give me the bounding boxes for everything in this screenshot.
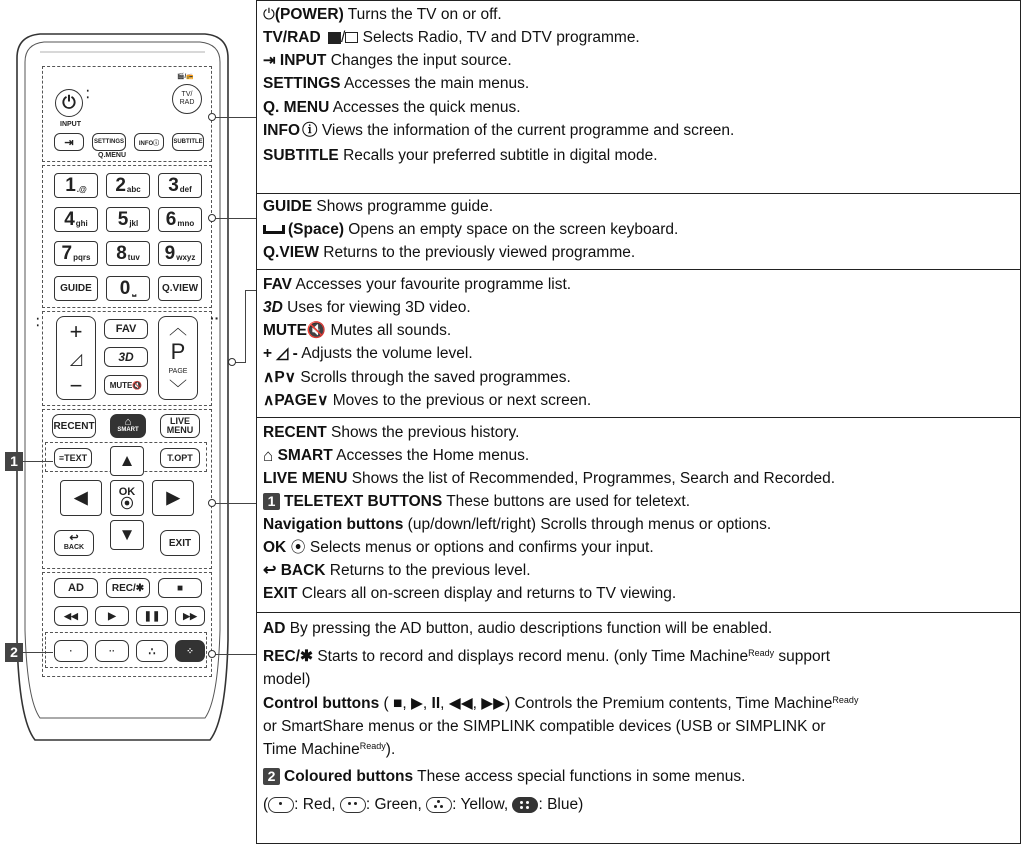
- rec-key: REC/✱: [263, 648, 314, 665]
- key-7[interactable]: [54, 241, 98, 266]
- leader-row2-dot: [208, 214, 216, 222]
- left-arrow-button[interactable]: ◀: [60, 480, 102, 516]
- dots-left: ⁚: [36, 317, 40, 329]
- key-2-digit: 2: [115, 174, 126, 196]
- key-8-digit: 8: [116, 242, 127, 264]
- guide-button[interactable]: GUIDE: [54, 276, 98, 301]
- desc-smart: [263, 447, 1016, 465]
- row-number-buttons: [257, 194, 1020, 270]
- info-button[interactable]: INFOⓘ: [134, 133, 164, 151]
- leader-row4: [212, 503, 256, 504]
- desc-teletext: [263, 493, 1016, 511]
- rewind-button[interactable]: ◀◀: [54, 606, 88, 626]
- livemenu-desc: Shows the list of Recommended, Programmes, Search and Recorded.: [347, 470, 836, 487]
- tv-icon: [328, 32, 341, 44]
- ad-key: AD: [263, 620, 286, 637]
- ok-button-label: OK: [118, 486, 136, 498]
- desc-subtitle: [263, 147, 1016, 165]
- key-8-letters: tuv: [127, 252, 140, 262]
- input-icon: ⇥: [263, 52, 276, 69]
- program-key: ∧P∨: [263, 369, 297, 386]
- yellow-button[interactable]: ∴: [136, 640, 168, 662]
- button-description-table: [256, 0, 1021, 844]
- yellow-button-icon: [426, 797, 452, 813]
- slash-glyph: /: [341, 29, 346, 46]
- leader-row1: [212, 117, 256, 118]
- control-sup2: Ready: [359, 741, 386, 751]
- blue-button-icon: [512, 797, 538, 813]
- volume-key: + ◿ -: [263, 345, 298, 362]
- control-line3a: Time Machine: [263, 741, 360, 758]
- key-1-letters: .@: [76, 184, 87, 194]
- power-icon: ⏻: [263, 6, 275, 23]
- desc-fav: [263, 276, 1016, 294]
- desc-back: [263, 562, 1016, 580]
- desc-tvrad: [263, 29, 1016, 47]
- green-button-icon: [340, 797, 366, 813]
- red-button[interactable]: ·: [54, 640, 88, 662]
- volume-up-icon: +: [69, 319, 83, 344]
- pause-button[interactable]: ❚❚: [136, 606, 168, 626]
- livemenu-key: LIVE MENU: [263, 470, 348, 487]
- back-key: BACK: [280, 562, 326, 580]
- key-7-digit: 7: [61, 242, 73, 264]
- desc-ok: [263, 539, 1016, 557]
- key-2[interactable]: [106, 173, 150, 198]
- dots-small: ⁚: [86, 89, 90, 101]
- control-line3b: ).: [385, 741, 396, 758]
- key-6[interactable]: [158, 207, 202, 232]
- qmenu-key: Q. MENU: [263, 99, 330, 116]
- marker-2-leader: [23, 652, 53, 653]
- back-arrow-icon: ↩: [263, 562, 277, 579]
- recent-desc: Shows the previous history.: [326, 424, 520, 441]
- page-key: ∧PAGE∨: [263, 392, 329, 409]
- key-0[interactable]: [106, 276, 150, 301]
- home-icon: ⌂: [263, 446, 274, 465]
- power-desc: Turns the TV on or off.: [343, 6, 502, 24]
- key-7-letters: pqrs: [73, 252, 91, 262]
- desc-control-line2: [263, 718, 1016, 736]
- row-playback-buttons: [257, 613, 1020, 845]
- desc-navigation: [263, 516, 1016, 534]
- key-1-digit: 1: [65, 174, 76, 196]
- guide-desc: Shows programme guide.: [312, 198, 494, 215]
- key-6-digit: 6: [165, 208, 177, 230]
- tvrad-small-label: 🎬/📻: [177, 74, 194, 80]
- live-menu-button[interactable]: LIVE MENU: [160, 414, 200, 438]
- 3d-button[interactable]: 3D: [104, 347, 148, 367]
- qview-button[interactable]: Q.VIEW: [158, 276, 202, 301]
- coloured-number-badge: 2: [263, 768, 280, 785]
- recent-key: RECENT: [263, 424, 327, 441]
- home-icon: ⌂: [124, 416, 132, 428]
- tvrad-desc: Selects Radio, TV and DTV programme.: [358, 29, 640, 46]
- key-5[interactable]: [106, 207, 150, 232]
- tvrad-key: TV/RAD: [263, 29, 321, 46]
- desc-3d: [263, 299, 1016, 317]
- rec-sup: Ready: [748, 648, 775, 658]
- desc-rec-line2: [263, 671, 1016, 689]
- colours-blue: : Blue): [538, 796, 584, 813]
- rec-desc-2: support: [774, 648, 831, 665]
- mute-button[interactable]: MUTE🔇: [104, 375, 148, 395]
- desc-livemenu: [263, 470, 1016, 488]
- coloured-desc: These access special functions in some menus.: [413, 768, 746, 785]
- ad-button[interactable]: AD: [54, 578, 98, 598]
- settings-key: SETTINGS: [263, 75, 341, 92]
- recent-button[interactable]: RECENT: [52, 414, 96, 438]
- program-rocker[interactable]: [158, 316, 198, 400]
- row-volume-buttons: [257, 270, 1020, 418]
- info-key: INFO: [263, 122, 301, 140]
- key-9-letters: wxyz: [176, 252, 196, 262]
- mute-desc: Mutes all sounds.: [326, 322, 452, 340]
- settings-desc: Accesses the main menus.: [340, 75, 530, 92]
- blue-button[interactable]: ⁘: [175, 640, 205, 662]
- control-sup1: Ready: [832, 695, 859, 705]
- desc-power: [263, 6, 1016, 24]
- radio-icon: [345, 32, 358, 43]
- leader-row4-dot: [208, 499, 216, 507]
- control-part1: ( ■, ▶,: [379, 695, 432, 712]
- space-bar-icon: [263, 225, 285, 234]
- desc-exit: [263, 585, 1016, 603]
- colours-open: (: [263, 796, 269, 813]
- leader-row5-dot: [208, 650, 216, 658]
- ad-desc: By pressing the AD button, audio descriptions function will be enabled.: [285, 620, 773, 637]
- up-arrow-button[interactable]: ▲: [110, 446, 144, 476]
- back-arrow-icon: ↩: [69, 532, 79, 544]
- ok-desc: Selects menus or options and confirms your input.: [305, 539, 654, 557]
- volume-down-icon: −: [69, 373, 83, 398]
- desc-qmenu: [263, 99, 1016, 117]
- qmenu-small-label: Q.MENU: [98, 152, 126, 159]
- fav-desc: Accesses your favourite programme list.: [292, 276, 572, 293]
- smart-desc: Accesses the Home menus.: [332, 447, 530, 465]
- stop-button[interactable]: ■: [158, 578, 202, 598]
- colours-yellow: : Yellow,: [452, 796, 513, 813]
- row-general-buttons: [257, 1, 1020, 194]
- key-3-digit: 3: [168, 174, 179, 196]
- desc-rec: [263, 648, 1016, 666]
- topt-button[interactable]: T.OPT: [160, 448, 200, 468]
- key-1[interactable]: [54, 173, 98, 198]
- desc-page: [263, 392, 1016, 410]
- chevron-up-icon: ︿: [169, 318, 187, 338]
- mute-key: MUTE: [263, 322, 307, 340]
- space-desc: Opens an empty space on the screen keyboard.: [344, 221, 679, 238]
- chevron-down-icon: ﹀: [169, 379, 187, 399]
- power-button[interactable]: ⏻: [55, 89, 83, 117]
- leader-row5: [212, 654, 256, 655]
- desc-coloured: [263, 768, 1016, 786]
- volume-rocker[interactable]: [56, 316, 96, 400]
- desc-ad: [263, 620, 1016, 638]
- ok-circle-icon: ⦿: [120, 496, 134, 511]
- play-button[interactable]: ▶: [95, 606, 129, 626]
- desc-control: [263, 695, 1016, 713]
- down-arrow-button[interactable]: ▼: [110, 520, 144, 550]
- key-4[interactable]: [54, 207, 98, 232]
- navigation-desc: (up/down/left/right) Scrolls through menus or options.: [403, 516, 772, 533]
- key-0-digit: 0: [119, 277, 131, 299]
- right-arrow-button[interactable]: ▶: [152, 480, 194, 516]
- leader-row3-c: [245, 290, 256, 291]
- remote-illustration: [0, 0, 256, 845]
- key-3[interactable]: [158, 173, 202, 198]
- info-desc: Views the information of the current programme and screen.: [317, 122, 735, 140]
- key-6-letters: mno: [177, 218, 195, 228]
- navigation-key: Navigation buttons: [263, 516, 404, 533]
- input-key: INPUT: [279, 52, 327, 70]
- rec-desc-3: model): [263, 671, 311, 688]
- marker-1: 1: [5, 452, 23, 471]
- subtitle-desc: Recalls your preferred subtitle in digital mode.: [338, 147, 658, 164]
- red-button-icon: [268, 797, 294, 813]
- control-line2: or SmartShare menus or the SIMPLINK compatible devices (USB or SIMPLINK or: [263, 718, 826, 735]
- qmenu-desc: Accesses the quick menus.: [329, 99, 521, 116]
- mute-icon: 🔇: [306, 322, 327, 339]
- page-desc: Moves to the previous or next screen.: [328, 392, 592, 409]
- input-button[interactable]: ⇥: [54, 133, 84, 151]
- key-5-letters: jkl: [129, 218, 139, 228]
- volume-icon: ◿: [69, 351, 83, 368]
- key-2-letters: abc: [126, 184, 141, 194]
- back-desc: Returns to the previous level.: [325, 562, 531, 580]
- teletext-number-badge: 1: [263, 493, 280, 510]
- smart-button[interactable]: [110, 414, 146, 438]
- teletext-desc: These buttons are used for teletext.: [442, 493, 691, 510]
- desc-colours: [263, 796, 1016, 814]
- input-desc: Changes the input source.: [326, 52, 512, 70]
- volume-desc: Adjusts the volume level.: [297, 345, 473, 362]
- desc-settings: [263, 75, 1016, 93]
- desc-volume: [263, 345, 1016, 363]
- ok-circle-icon: ⦿: [290, 539, 306, 556]
- row-navigation-buttons: [257, 418, 1020, 613]
- fastforward-button[interactable]: ▶▶: [175, 606, 205, 626]
- text-button[interactable]: ≡TEXT: [54, 448, 92, 468]
- desc-guide: [263, 198, 1016, 216]
- colours-green: : Green,: [365, 796, 427, 813]
- exit-desc: Clears all on-screen display and returns to TV viewing.: [297, 585, 677, 602]
- desc-input: [263, 52, 1016, 70]
- leader-row3-dot: [228, 358, 236, 366]
- tvrad-button[interactable]: TV/ RAD: [172, 84, 202, 114]
- key-4-digit: 4: [64, 208, 75, 230]
- subtitle-button[interactable]: SUBTITLE: [172, 133, 204, 151]
- key-3-letters: def: [179, 184, 192, 194]
- rec-desc-1: Starts to record and displays record menu. (only Time Machine: [313, 648, 749, 665]
- key-4-letters: ghi: [75, 218, 88, 228]
- control-key: Control buttons: [263, 695, 380, 712]
- info-icon: ⓘ: [302, 122, 318, 139]
- exit-button[interactable]: EXIT: [160, 530, 200, 556]
- desc-program: [263, 369, 1016, 387]
- back-button[interactable]: [54, 530, 94, 556]
- desc-recent: [263, 424, 1016, 442]
- key-9[interactable]: [158, 241, 202, 266]
- dots-right: ··: [210, 310, 220, 326]
- marker-2: 2: [5, 643, 23, 662]
- input-small-label: INPUT: [60, 121, 81, 128]
- marker-1-leader: [23, 461, 53, 462]
- exit-key: EXIT: [263, 585, 298, 602]
- colours-red: : Red,: [294, 796, 340, 813]
- page-small-label: PAGE: [168, 368, 188, 375]
- green-button[interactable]: ··: [95, 640, 129, 662]
- back-button-label: BACK: [63, 544, 85, 551]
- space-key: (Space): [288, 221, 344, 238]
- desc-control-line3: [263, 741, 1016, 759]
- power-key: (POWER): [274, 6, 344, 24]
- key-8[interactable]: [106, 241, 150, 266]
- settings-button[interactable]: SETTINGS: [92, 133, 126, 151]
- desc-space: [263, 221, 1016, 239]
- program-p-label: P: [170, 339, 186, 364]
- smart-key: SMART: [277, 447, 333, 465]
- leader-row2: [212, 218, 256, 219]
- control-part2: , ◀◀, ▶▶) Controls the Premium contents, Time Machine: [440, 695, 833, 712]
- desc-info: [263, 122, 1016, 140]
- fav-key: FAV: [263, 276, 292, 293]
- control-pause: II: [431, 695, 441, 712]
- leader-row3-b: [245, 290, 246, 362]
- key-9-digit: 9: [164, 242, 176, 264]
- smart-button-label: SMART: [117, 427, 139, 433]
- 3d-desc: Uses for viewing 3D video.: [282, 299, 471, 316]
- rec-button[interactable]: REC/✱: [106, 578, 150, 598]
- teletext-key: TELETEXT BUTTONS: [284, 493, 443, 510]
- subtitle-key: SUBTITLE: [263, 147, 339, 164]
- fav-button[interactable]: FAV: [104, 319, 148, 339]
- program-desc: Scrolls through the saved programmes.: [296, 369, 571, 386]
- desc-mute: [263, 322, 1016, 340]
- qview-desc: Returns to the previously viewed programme.: [318, 244, 636, 261]
- ok-key: OK: [263, 539, 287, 557]
- coloured-key: Coloured buttons: [284, 768, 414, 785]
- key-5-digit: 5: [117, 208, 129, 230]
- ok-button[interactable]: [110, 480, 144, 516]
- qview-key: Q.VIEW: [263, 244, 319, 261]
- desc-qview: [263, 244, 1016, 262]
- 3d-key: 3D: [263, 299, 283, 316]
- space-icon: ⎵: [132, 286, 137, 297]
- leader-row1-dot: [208, 113, 216, 121]
- guide-key: GUIDE: [263, 198, 313, 215]
